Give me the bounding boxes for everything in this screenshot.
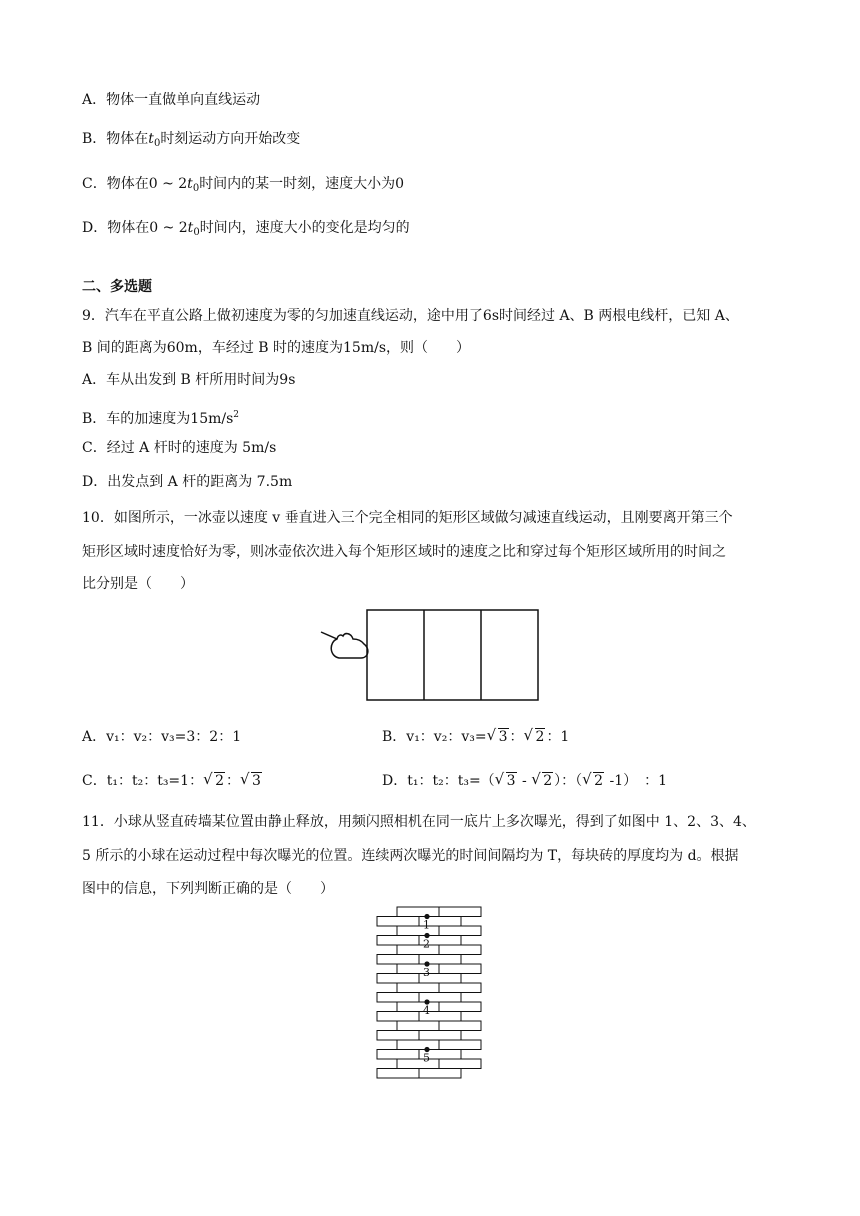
q10-option-a: A．v₁：v₂：v₃=3：2：1 [82, 729, 242, 745]
sqrt-3-icon: √ 3 [495, 771, 517, 791]
q11-stem-line1: 11．小球从竖直砖墙某位置由静止释放，用频闪照相机在同一底片上多次曝光，得到了如图中 1、2、3、4、 [82, 814, 756, 830]
q9-option-b [82, 405, 239, 429]
ball-label-4: 4 [423, 1004, 430, 1017]
q10-option-d-sep: ）：（ [554, 773, 583, 789]
q8-option-c-suffix: 时间内的某一时刻，速度大小为0 [199, 176, 405, 192]
ball-label-2: 2 [423, 937, 430, 951]
brick-wall-figure [375, 904, 485, 1082]
q8-option-b-sub: 0 [153, 138, 161, 149]
q10-stem-line3: 比分别是（ ） [82, 576, 194, 592]
q10-option-b-suffix: ：1 [546, 729, 570, 745]
q10-stem-line2: 矩形区域时速度恰好为零，则冰壶依次进入每个矩形区域时的速度之比和穿过每个矩形区域所用的时间之 [82, 544, 726, 560]
q11-stem-line2: 5 所示的小球在运动过程中每次曝光的位置。连续两次曝光的时间间隔均为 T，每块砖的厚度均为 d。根据 [82, 848, 739, 864]
q8-option-b-var: t [148, 131, 154, 147]
q8-option-d-sub: 0 [193, 227, 200, 238]
q10-option-d-minus: - [517, 773, 532, 789]
q9-stem-line1: 9．汽车在平直公路上做初速度为零的匀加速直线运动，途中用了6s时间经过 A、B 两根电线杆，已知 A、 [82, 308, 739, 324]
q9-option-d: D．出发点到 A 杆的距离为 7.5m [82, 474, 293, 490]
q10-option-d-suffix: -1） ：1 [605, 773, 668, 789]
region-outline [367, 610, 538, 700]
q8-option-b-suffix: 时刻运动方向开始改变 [160, 131, 301, 147]
q8-option-b [82, 129, 300, 154]
q8-option-d-var: t [187, 220, 194, 236]
sqrt-2-icon: √ 2 [203, 771, 225, 791]
q8-option-a: A．物体一直做单向直线运动 [82, 92, 261, 108]
q10-option-d [382, 771, 667, 791]
q8-option-d-prefix: D．物体在0 ~ 2 [82, 220, 188, 236]
q8-option-d [82, 218, 410, 243]
sqrt-2-icon: √ 2 [524, 727, 546, 747]
q9-option-b-text: B．车的加速度为15m/s [82, 411, 234, 427]
sqrt-3-icon: √ 3 [487, 727, 509, 747]
q10-option-c-sep: ： [226, 773, 240, 789]
q10-option-c-prefix: C．t₁：t₂：t₃=1： [82, 773, 204, 789]
sqrt-3-icon: √ 3 [240, 771, 262, 791]
section-title: 二、多选题 [82, 279, 152, 295]
q8-option-c-sub: 0 [192, 183, 200, 194]
q8-option-d-suffix: 时间内，速度大小的变化是均匀的 [199, 220, 410, 236]
q8-option-c [82, 174, 404, 199]
q8-option-c-var: t [187, 176, 193, 192]
q10-option-b-prefix: B．v₁：v₂：v₃= [382, 729, 487, 745]
sqrt-2-icon: √ 2 [582, 771, 604, 791]
q10-option-c [82, 771, 263, 791]
q10-option-d-prefix: D．t₁：t₂：t₃=（ [382, 773, 495, 789]
q9-stem-line2: B 间的距离为60m，车经过 B 时的速度为15m/s，则（ ） [82, 340, 471, 356]
curling-figure [315, 604, 555, 714]
ball-label-5: 5 [423, 1051, 430, 1065]
q10-option-b-sep: ： [509, 729, 524, 745]
q9-option-a: A．车从出发到 B 杆所用时间为9s [82, 372, 296, 388]
curling-stone-icon [321, 632, 368, 658]
q9-option-b-sup: 2 [233, 410, 240, 420]
q11-stem-line3: 图中的信息，下列判断正确的是（ ） [82, 881, 334, 897]
q9-option-c: C．经过 A 杆时的速度为 5m/s [82, 440, 277, 456]
q10-stem-line1: 10．如图所示，一冰壶以速度 v 垂直进入三个完全相同的矩形区域做匀减速直线运动，且刚要离开第三个 [82, 510, 733, 526]
q8-option-c-prefix: C．物体在0 ~ 2 [82, 176, 188, 192]
q8-option-b-prefix: B．物体在 [82, 131, 149, 147]
ball-label-3: 3 [423, 966, 430, 979]
ball-label-1: 1 [423, 918, 430, 932]
q10-option-b [382, 727, 569, 747]
sqrt-2-icon: √ 2 [531, 771, 553, 791]
